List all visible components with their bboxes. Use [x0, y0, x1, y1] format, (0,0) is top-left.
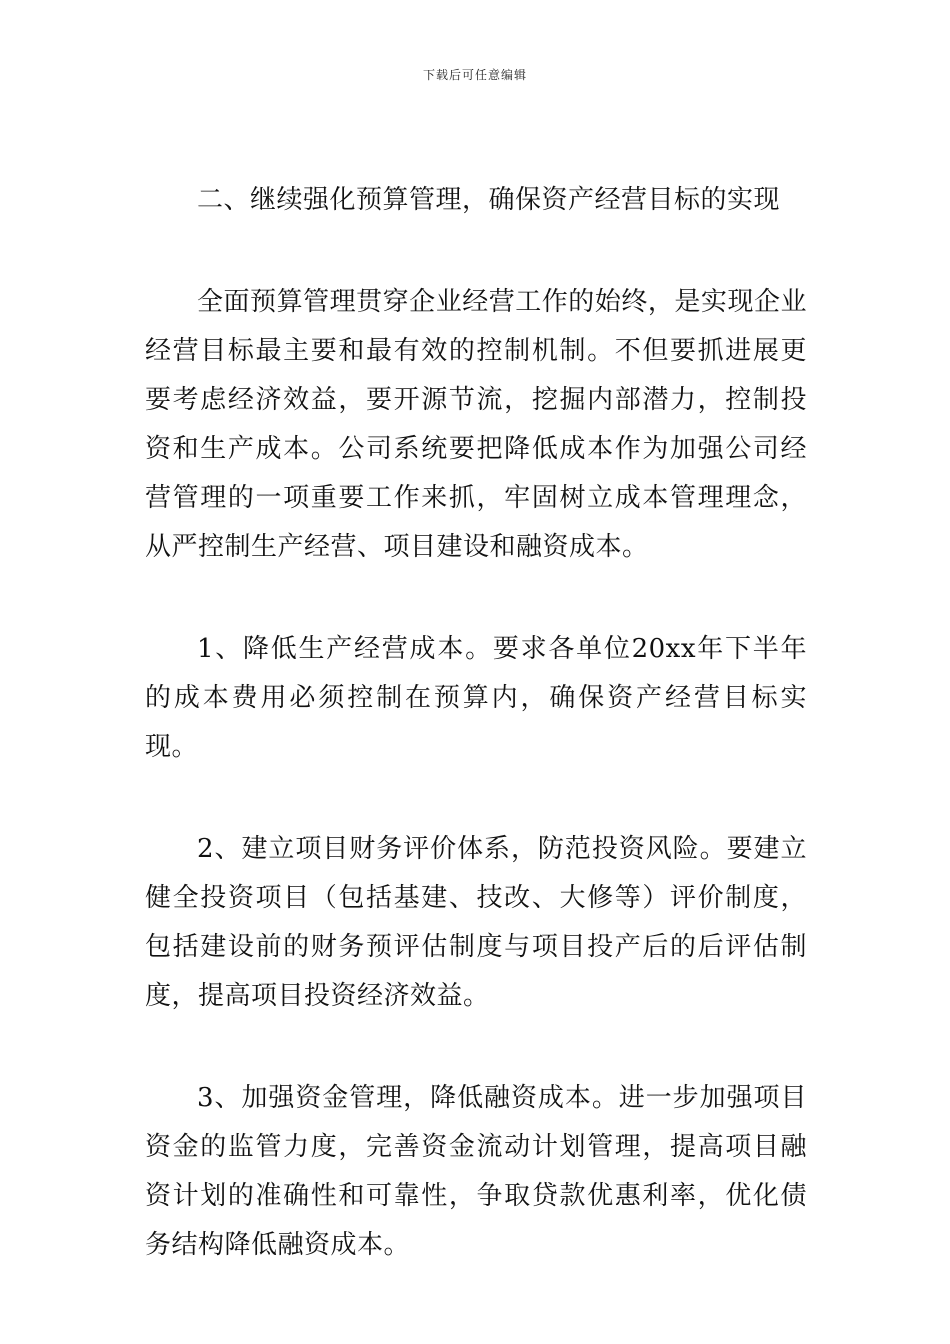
paragraph-intro: 全面预算管理贯穿企业经营工作的始终，是实现企业经营目标最主要和最有效的控制机制。不但要抓进展更要考虑经济效益，要开源节流，挖掘内部潜力，控制投资和生产成本。公司系统要把降低成本作为加强公司经营管理的一项重要工作来抓，牢固树立成本管理理念，从严控制生产经营、项目建设和融资成本。: [145, 287, 807, 562]
paragraph-item-3: 3、加强资金管理，降低融资成本。进一步加强项目资金的监管力度，完善资金流动计划管理，提高项目融资计划的准确性和可靠性，争取贷款优惠利率，优化债务结构降低融资成本。: [145, 1083, 807, 1260]
paragraph-item-2: 2、建立项目财务评价体系，防范投资风险。要建立健全投资项目（包括基建、技改、大修等）评价制度，包括建设前的财务预评估制度与项目投产后的后评估制度，提高项目投资经济效益。: [145, 834, 807, 1011]
section-heading: 二、继续强化预算管理，确保资产经营目标的实现: [197, 185, 781, 215]
document-body: [145, 176, 807, 1270]
header-note: 下载后可任意编辑: [422, 68, 527, 82]
paragraph-item-1: 1、降低生产经营成本。要求各单位20xx年下半年的成本费用必须控制在预算内，确保资产经营目标实现。: [145, 634, 807, 762]
